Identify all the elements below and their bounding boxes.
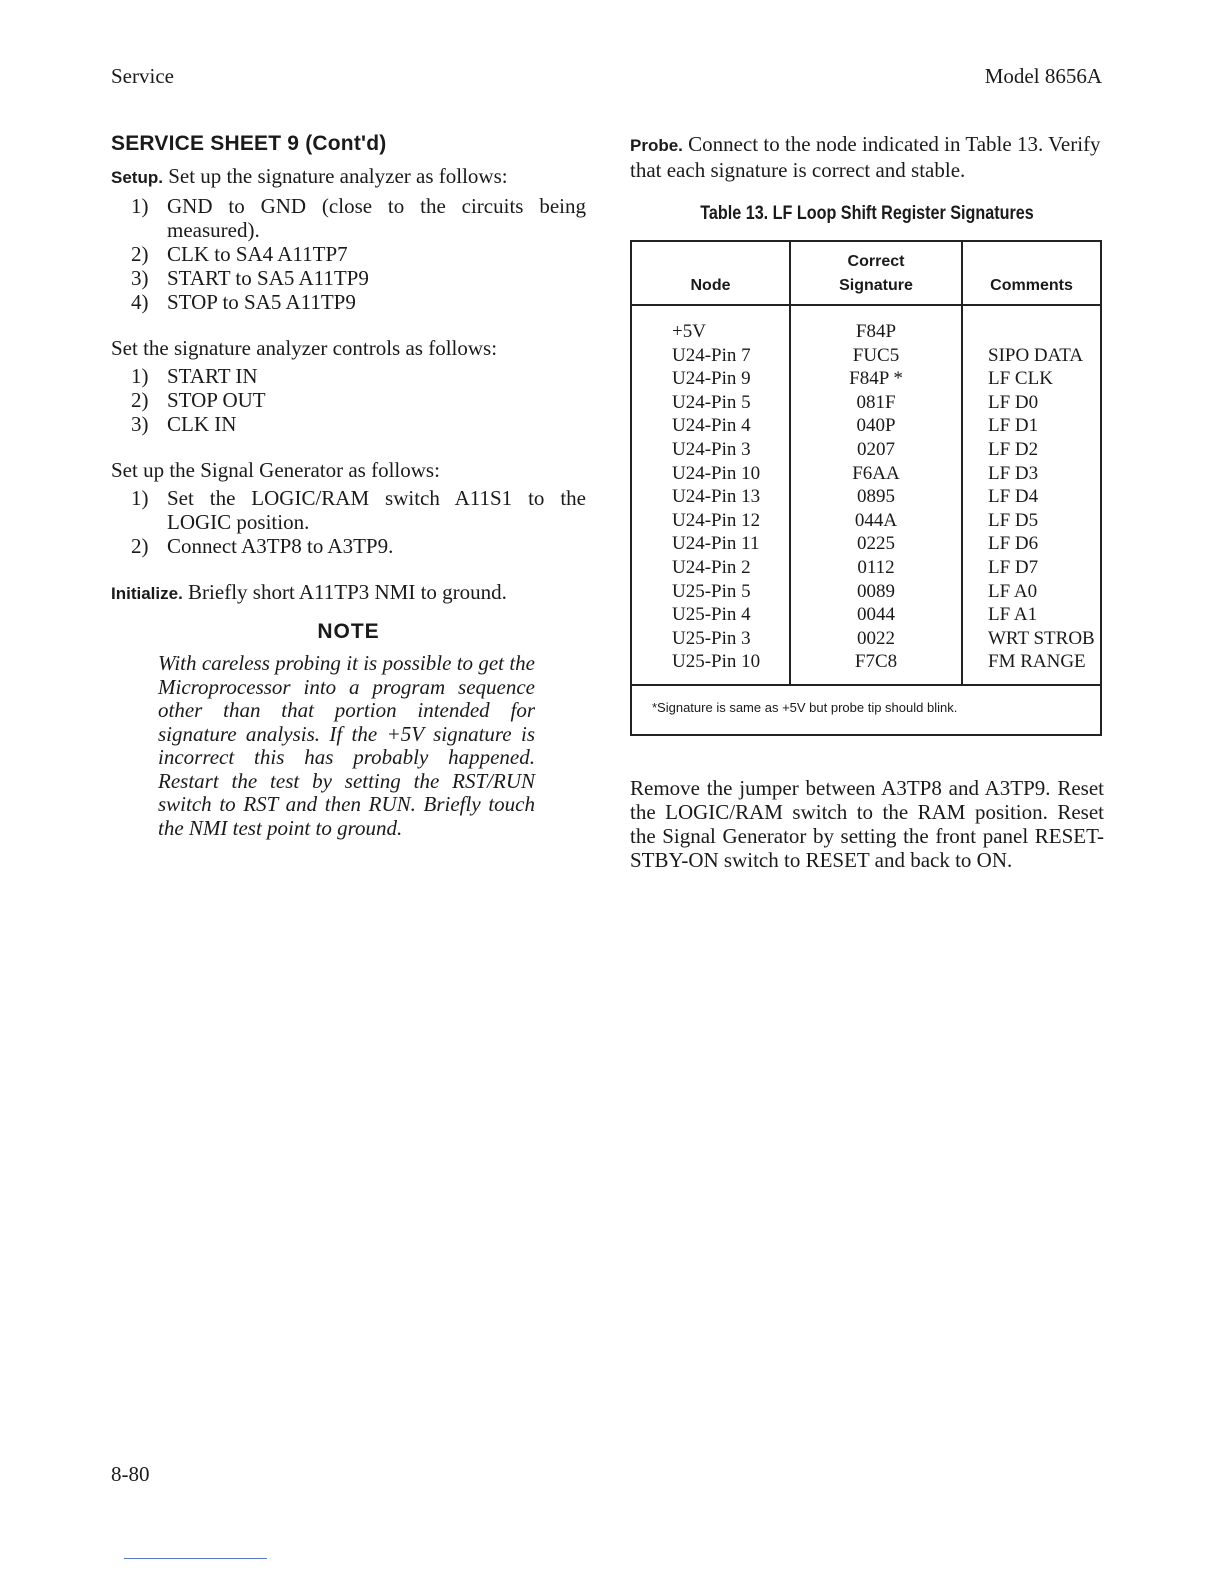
table-row xyxy=(631,650,1101,685)
table-row xyxy=(631,391,1101,415)
table-row xyxy=(631,509,1101,533)
note-title: NOTE xyxy=(317,620,380,643)
controls-paragraph: Set the signature analyzer controls as follows: xyxy=(111,336,498,360)
table-row xyxy=(631,367,1101,391)
cell-comment: WRT STROB xyxy=(962,627,1101,651)
table-header-row xyxy=(631,241,1101,305)
cell-comment: LF A1 xyxy=(962,603,1101,627)
setup-paragraph xyxy=(111,164,586,190)
table-row xyxy=(631,414,1101,438)
cell-signature: 0022 xyxy=(790,627,962,651)
cell-signature: 0225 xyxy=(790,532,962,556)
cell-node: U24-Pin 3 xyxy=(631,438,790,462)
cell-signature: F6AA xyxy=(790,462,962,486)
cell-node: U24-Pin 4 xyxy=(631,414,790,438)
initialize-lead: Initialize. xyxy=(111,584,183,603)
list-item: 2) CLK to SA4 A11TP7 xyxy=(131,242,348,266)
header-signature-line1: Correct xyxy=(847,253,905,270)
cell-comment: LF D7 xyxy=(962,556,1101,580)
cell-node: U25-Pin 10 xyxy=(631,650,790,685)
table-body xyxy=(631,305,1101,685)
header-node: Node xyxy=(631,241,790,305)
generator-steps xyxy=(111,486,586,558)
cell-node: U25-Pin 3 xyxy=(631,627,790,651)
cell-signature: 0089 xyxy=(790,580,962,604)
header-comments: Comments xyxy=(962,241,1101,305)
cell-comment: LF D6 xyxy=(962,532,1101,556)
list-item: 2) STOP OUT xyxy=(131,388,266,412)
table-row xyxy=(631,462,1101,486)
running-header-section: Service xyxy=(111,64,174,88)
cell-signature: F84P xyxy=(790,320,962,344)
probe-text: Connect to the node indicated in Table 13. Verify that each signature is correct and stable. xyxy=(630,132,1101,182)
list-item: 4) STOP to SA5 A11TP9 xyxy=(131,290,356,314)
cell-signature: 044A xyxy=(790,509,962,533)
cell-node: U24-Pin 5 xyxy=(631,391,790,415)
setup-text: Set up the signature analyzer as follows: xyxy=(168,164,508,188)
table-row xyxy=(631,627,1101,651)
running-header-model: Model 8656A xyxy=(984,64,1102,88)
cell-comment: LF D0 xyxy=(962,391,1101,415)
cell-signature: F7C8 xyxy=(790,650,962,685)
closing-paragraph: Remove the jumper between A3TP8 and A3TP9. Reset the LOGIC/RAM switch to the RAM position. Reset the Signal Generator by setting the front panel RESET-STBY-ON switch to RESET and back to ON. xyxy=(630,775,1104,872)
cell-comment: LF D2 xyxy=(962,438,1101,462)
list-item: 3) CLK IN xyxy=(131,412,237,436)
table-row xyxy=(631,580,1101,604)
cell-comment: LF A0 xyxy=(962,580,1101,604)
initialize-paragraph xyxy=(111,580,586,606)
cell-signature: 040P xyxy=(790,414,962,438)
table-row xyxy=(631,438,1101,462)
page-number: 8-80 xyxy=(111,1462,150,1486)
table-row xyxy=(631,603,1101,627)
cell-signature: F84P * xyxy=(790,367,962,391)
list-item: 1) GND to GND (close to the circuits being measured). xyxy=(131,194,586,242)
list-item: 2) Connect A3TP8 to A3TP9. xyxy=(131,534,394,558)
cell-comment: LF D1 xyxy=(962,414,1101,438)
generator-paragraph: Set up the Signal Generator as follows: xyxy=(111,458,440,482)
cell-comment: LF D4 xyxy=(962,485,1101,509)
list-item: 1) START IN xyxy=(131,364,258,388)
table-row xyxy=(631,344,1101,368)
note-body: With careless probing it is possible to get the Microprocessor into a program sequence other than that portion intended for signature analysis. If the +5V signature is incorrect this has probably happened. Restart the test by setting the RST/RUN switch to RST and then RUN. Briefly touch the NMI test point to ground. xyxy=(158,651,535,840)
table-spacer xyxy=(631,305,1101,320)
setup-steps xyxy=(111,194,586,314)
cell-signature: 0895 xyxy=(790,485,962,509)
cell-signature: FUC5 xyxy=(790,344,962,368)
cell-node: U24-Pin 9 xyxy=(631,367,790,391)
list-item: 3) START to SA5 A11TP9 xyxy=(131,266,369,290)
cell-signature: 0044 xyxy=(790,603,962,627)
probe-paragraph xyxy=(630,132,1104,182)
table-row xyxy=(631,485,1101,509)
table-footnote: *Signature is same as +5V but probe tip should blink. xyxy=(631,685,1101,735)
cell-comment xyxy=(962,320,1101,344)
cell-signature: 0207 xyxy=(790,438,962,462)
table-row xyxy=(631,320,1101,344)
cell-comment: SIPO DATA xyxy=(962,344,1101,368)
scan-edge-line xyxy=(124,1558,267,1559)
cell-signature: 081F xyxy=(790,391,962,415)
table-row xyxy=(631,556,1101,580)
sheet-title: SERVICE SHEET 9 (Cont'd) xyxy=(111,132,387,155)
right-column xyxy=(630,132,1104,872)
cell-comment: LF CLK xyxy=(962,367,1101,391)
initialize-text: Briefly short A11TP3 NMI to ground. xyxy=(188,580,507,604)
table-footnote-row xyxy=(631,685,1101,735)
table-caption: Table 13. LF Loop Shift Register Signatures xyxy=(700,203,1034,224)
header-signature-line2: Signature xyxy=(839,277,913,294)
probe-lead: Probe. xyxy=(630,136,683,155)
cell-comment: LF D3 xyxy=(962,462,1101,486)
list-item: 1) Set the LOGIC/RAM switch A11S1 to the LOGIC position. xyxy=(131,486,586,534)
cell-node: U25-Pin 5 xyxy=(631,580,790,604)
cell-signature: 0112 xyxy=(790,556,962,580)
cell-node: U24-Pin 10 xyxy=(631,462,790,486)
cell-node: +5V xyxy=(631,320,790,344)
controls-steps xyxy=(111,364,586,436)
cell-comment: LF D5 xyxy=(962,509,1101,533)
cell-node: U24-Pin 13 xyxy=(631,485,790,509)
cell-node: U25-Pin 4 xyxy=(631,603,790,627)
cell-comment: FM RANGE xyxy=(962,650,1101,685)
setup-lead: Setup. xyxy=(111,168,163,187)
cell-node: U24-Pin 7 xyxy=(631,344,790,368)
header-signature xyxy=(790,241,962,305)
cell-node: U24-Pin 11 xyxy=(631,532,790,556)
cell-node: U24-Pin 12 xyxy=(631,509,790,533)
cell-node: U24-Pin 2 xyxy=(631,556,790,580)
left-column xyxy=(111,132,586,840)
table-row xyxy=(631,532,1101,556)
signature-table xyxy=(630,240,1102,736)
